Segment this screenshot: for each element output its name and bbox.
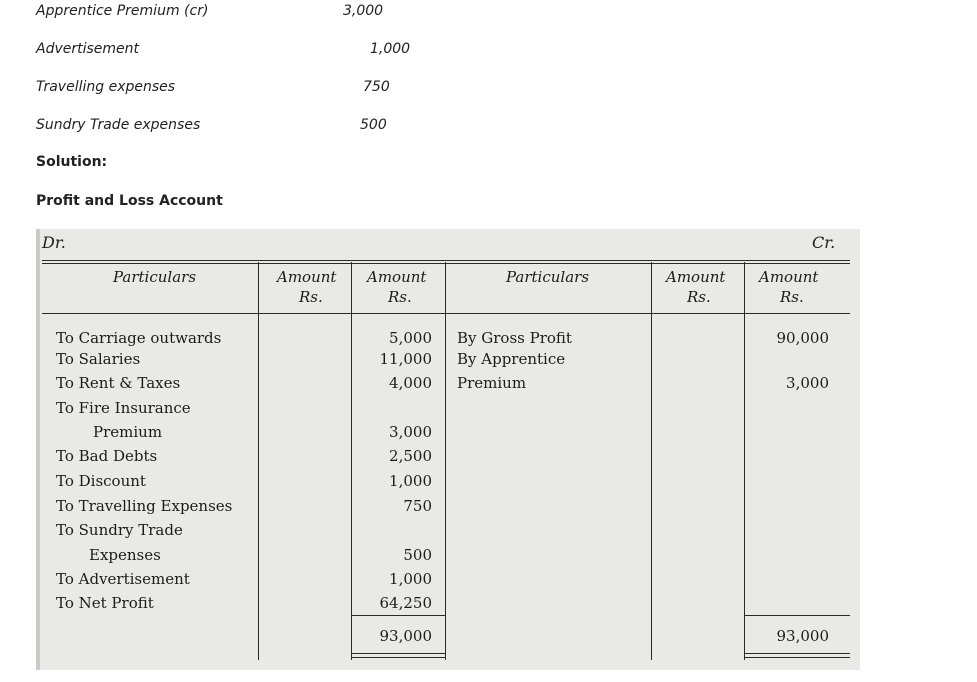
total-rule: [352, 657, 445, 658]
total-rule: [745, 657, 850, 658]
debit-line: To Bad Debts: [56, 447, 158, 465]
col-rule: [351, 262, 352, 660]
col-rule: [258, 262, 259, 660]
header-amount-3: Amount: [666, 268, 726, 286]
total-rule: [352, 615, 445, 616]
header-particulars-dr: Particulars: [113, 268, 197, 286]
header-particulars-cr: Particulars: [506, 268, 590, 286]
given-amount: 750: [363, 79, 390, 95]
debit-line: To Carriage outwards: [56, 329, 222, 347]
debit-amount: 2,500: [389, 447, 432, 465]
debit-amount: 3,000: [389, 423, 432, 441]
header-rs-4: Rs.: [780, 288, 804, 306]
header-rs-2: Rs.: [388, 288, 412, 306]
credit-amount: 90,000: [776, 329, 829, 347]
debit-line: To Rent & Taxes: [56, 374, 181, 392]
total-credit: 93,000: [776, 627, 829, 645]
header-amount-2: Amount: [367, 268, 427, 286]
debit-line: To Advertisement: [56, 570, 190, 588]
given-amount: 500: [360, 117, 387, 133]
total-debit: 93,000: [379, 627, 432, 645]
given-label: Sundry Trade expenses: [36, 117, 201, 133]
given-label: Apprentice Premium (cr): [36, 3, 209, 19]
credit-line: Premium: [457, 374, 527, 392]
given-amount: 3,000: [343, 3, 384, 19]
debit-amount: 1,000: [389, 472, 432, 490]
credit-amount: 3,000: [786, 374, 829, 392]
solution-heading: Solution:: [36, 154, 108, 170]
credit-line: By Gross Profit: [457, 329, 572, 347]
profit-loss-ledger: [36, 229, 860, 670]
debit-line: To Salaries: [56, 350, 141, 368]
given-label: Travelling expenses: [36, 79, 176, 95]
header-amount-4: Amount: [759, 268, 819, 286]
header-amount-1: Amount: [277, 268, 337, 286]
debit-amount: 500: [403, 546, 432, 564]
debit-amount: 64,250: [379, 594, 432, 612]
col-rule: [744, 262, 745, 660]
debit-line: To Fire Insurance: [56, 399, 191, 417]
col-rule: [651, 262, 652, 660]
given-amount: 1,000: [370, 41, 411, 57]
account-title: Profit and Loss Account: [36, 193, 223, 209]
col-rule: [445, 262, 446, 660]
dr-label: Dr.: [42, 233, 66, 252]
total-rule: [745, 653, 850, 654]
given-label: Advertisement: [36, 41, 140, 57]
scan-edge: [36, 229, 40, 670]
debit-line: To Sundry Trade: [56, 521, 183, 539]
debit-line: Expenses: [89, 546, 161, 564]
debit-amount: 11,000: [379, 350, 432, 368]
total-rule: [352, 653, 445, 654]
total-rule: [745, 615, 850, 616]
debit-line: To Discount: [56, 472, 146, 490]
debit-line: Premium: [93, 423, 163, 441]
debit-line: To Travelling Expenses: [56, 497, 233, 515]
debit-amount: 1,000: [389, 570, 432, 588]
debit-amount: 4,000: [389, 374, 432, 392]
cr-label: Cr.: [812, 233, 836, 252]
header-rs-3: Rs.: [687, 288, 711, 306]
debit-amount: 5,000: [389, 329, 432, 347]
header-rule: [42, 313, 850, 314]
top-rule-2: [42, 263, 850, 264]
top-rule: [42, 260, 850, 261]
debit-line: To Net Profit: [56, 594, 154, 612]
debit-amount: 750: [403, 497, 432, 515]
credit-line: By Apprentice: [457, 350, 566, 368]
header-rs-1: Rs.: [299, 288, 323, 306]
